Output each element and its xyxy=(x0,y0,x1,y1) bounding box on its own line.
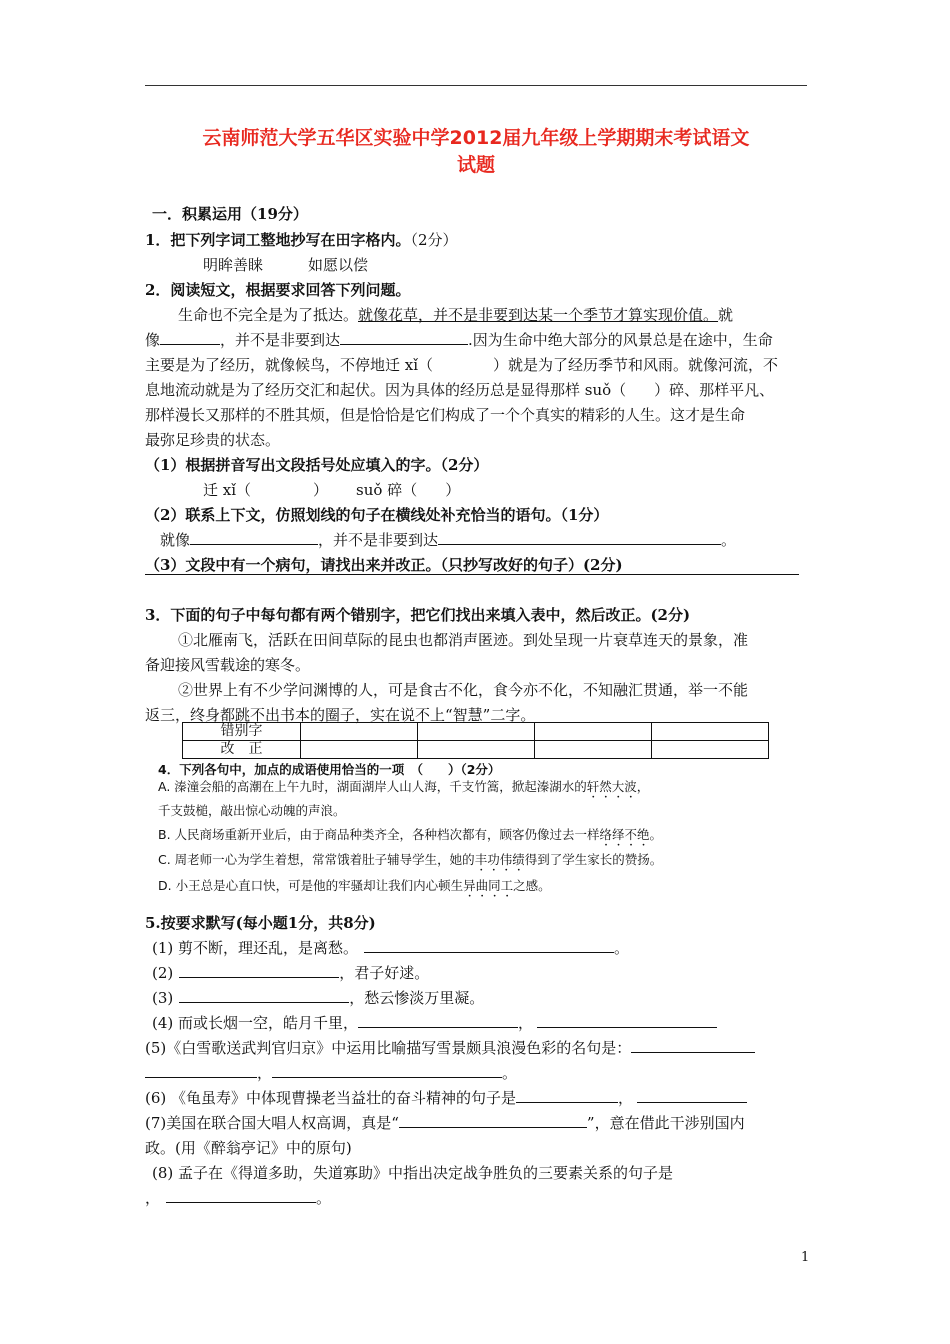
item-text: ，愁云惨淡万里凝。 xyxy=(349,989,485,1007)
question-3-sentence-2b: 返三，终身都跳不出书本的圈子，实在说不上“智慧”二字。 xyxy=(145,706,536,724)
option-text: B. 人民商场重新开业后，由于商品种类齐全，各种档次都有，顾客仍像过去一样 xyxy=(158,827,600,842)
dotted-idiom: 异曲同工 xyxy=(463,878,514,893)
question-1-text: 1．把下列字词工整地抄写在田字格内。 xyxy=(145,231,411,249)
question-5-heading: 5.按要求默写(每小题1分，共8分) xyxy=(145,914,376,932)
dictation-item-8: (8) 孟子在《得道多助，失道寡助》中指出决定战争胜负的三要素关系的句子是 xyxy=(152,1164,674,1182)
dotted-idiom: 络绎不绝 xyxy=(599,827,650,842)
question-2-heading: 2．阅读短文，根据要求回答下列问题。 xyxy=(145,281,411,299)
answer-blank[interactable] xyxy=(631,1037,755,1053)
option-a-line-2: 千支鼓槌，敲出惊心动魄的声浪。 xyxy=(158,803,346,818)
dictation-item-5 xyxy=(145,1037,755,1058)
dotted-idiom: 轩然大波 xyxy=(586,779,637,794)
item-text: (7)美国在联合国大唱人权高调，真是“ xyxy=(145,1114,399,1132)
answer-blank[interactable] xyxy=(537,1012,717,1028)
option-text: A. 溱潼会船的高潮在上午九时，湖面湖岸人山人海，千支竹篙，掀起溱湖水的 xyxy=(158,779,587,794)
fill-label: ） xyxy=(313,481,329,499)
table-header-cell: 改 正 xyxy=(183,741,301,759)
passage-line-2 xyxy=(145,329,773,350)
table-cell[interactable] xyxy=(652,723,769,741)
option-text: C. 周老师一心为学生着想，常常饿着肚子辅导学生，她的 xyxy=(158,852,475,867)
item-text: (1) 剪不断，理还乱，是离愁。 xyxy=(152,939,359,957)
dictation-item-4 xyxy=(152,1012,717,1033)
item-text: (5)《白雪歌送武判官归京》中运用比喻描写雪景颇具浪漫色彩的名句是： xyxy=(145,1039,632,1057)
dictation-item-5-cont xyxy=(145,1062,517,1083)
sub-question-1: （1）根据拼音写出文段括号处应填入的字。（2分） xyxy=(145,456,489,474)
answer-line[interactable] xyxy=(145,574,799,575)
table-header-cell: 错别字 xyxy=(183,723,301,741)
option-text: 得到了学生家长的赞扬。 xyxy=(524,852,663,867)
error-correction-table xyxy=(182,722,769,759)
table-cell[interactable] xyxy=(652,741,769,759)
option-text: 。 xyxy=(649,827,663,842)
fill-label: ） xyxy=(445,481,461,499)
item-text: ， xyxy=(518,1014,534,1032)
passage-line-1 xyxy=(178,304,733,325)
question-3-sentence-2a: ②世界上有不少学问渊博的人，可是食古不化，食今亦不化，不知融汇贯通，举一不能 xyxy=(178,681,749,699)
option-c xyxy=(158,850,662,874)
question-4-heading: 4．下列各句中，加点的成语使用恰当的一项 （ ）（2分） xyxy=(158,762,501,777)
sub-question-3: （3）文段中有一个病句，请找出来并改正。（只抄写改好的句子）(2分) xyxy=(145,556,623,574)
passage-text: 主要是为了经历，就像候鸟，不停地迁 xǐ（ xyxy=(145,356,434,374)
passage-line-3 xyxy=(145,354,778,375)
option-a-line-1 xyxy=(158,777,649,801)
option-text: 之感。 xyxy=(513,878,551,893)
question-3-heading: 3．下面的句子中每句都有两个错别字，把它们找出来填入表中，然后改正。(2分) xyxy=(145,606,691,624)
sub-question-1-fill xyxy=(203,479,460,500)
question-1 xyxy=(145,229,458,250)
passage-text: 像 xyxy=(145,331,161,349)
page-number: 1 xyxy=(801,1250,810,1265)
fill-label: 就像 xyxy=(160,531,191,549)
passage-line-5: 那样漫长又那样的不胜其烦，但是恰恰是它们构成了一个个真实的精彩的人生。这才是生命 xyxy=(145,406,746,424)
fill-label: ，并不是非要到达 xyxy=(318,531,439,549)
answer-blank[interactable] xyxy=(358,1012,518,1028)
answer-blank[interactable] xyxy=(438,529,721,545)
sub-question-2-fill xyxy=(160,529,736,550)
answer-blank[interactable] xyxy=(190,529,318,545)
table-cell[interactable] xyxy=(535,723,652,741)
dotted-idiom: 丰功伟绩 xyxy=(474,852,525,867)
header-rule xyxy=(145,85,807,86)
table-cell[interactable] xyxy=(418,723,535,741)
question-3-sentence-1b: 备迎接风雪载途的寒冬。 xyxy=(145,656,311,674)
passage-line-6: 最弥足珍贵的状态。 xyxy=(145,431,281,449)
table-cell[interactable] xyxy=(535,741,652,759)
document-title-line1: 云南师范大学五华区实验中学2012届九年级上学期期末考试语文 xyxy=(202,127,750,149)
sub-question-2: （2）联系上下文，仿照划线的句子在横线处补充恰当的语句。（1分） xyxy=(145,506,609,524)
item-text: ， xyxy=(145,1189,161,1207)
dictation-item-7-cont: 政。(用《醉翁亭记》中的原句) xyxy=(145,1139,352,1157)
table-cell[interactable] xyxy=(301,741,418,759)
answer-blank[interactable] xyxy=(399,1112,587,1128)
answer-blank[interactable] xyxy=(516,1087,618,1103)
item-text: 。 xyxy=(614,939,630,957)
answer-blank[interactable] xyxy=(340,329,468,345)
item-text: ，君子好逑。 xyxy=(339,964,430,982)
option-b xyxy=(158,825,662,849)
passage-text: 就 xyxy=(718,306,734,324)
passage-text: ）碎、那样平凡、 xyxy=(654,381,775,399)
item-text: 。 xyxy=(316,1189,332,1207)
fill-label: suǒ 碎（ xyxy=(356,481,418,499)
passage-text: .因为生命中绝大部分的风景总是在途中，生命 xyxy=(468,331,773,349)
fill-label: 。 xyxy=(721,531,737,549)
section-heading: 一．积累运用（19分） xyxy=(152,205,308,223)
table-row xyxy=(183,723,769,741)
dictation-item-8-cont xyxy=(145,1187,331,1208)
dictation-item-6 xyxy=(145,1087,747,1108)
answer-blank[interactable] xyxy=(160,329,220,345)
dictation-item-2 xyxy=(152,962,429,983)
item-text: ， xyxy=(257,1064,273,1082)
answer-blank[interactable] xyxy=(166,1187,316,1203)
table-row xyxy=(183,741,769,759)
answer-blank[interactable] xyxy=(637,1087,747,1103)
answer-blank[interactable] xyxy=(272,1062,502,1078)
passage-line-4 xyxy=(145,379,774,400)
dictation-item-7 xyxy=(145,1112,745,1133)
item-text: ， xyxy=(618,1089,634,1107)
question-3-sentence-1a: ①北雁南飞，活跃在田间草际的昆虫也都消声匿迹。到处呈现一片衰草连天的景象，准 xyxy=(178,631,749,649)
underlined-sentence: 就像花草，并不是非要到达某一个季节才算实现价值。 xyxy=(358,306,719,324)
question-1-words: 明眸善睐 如愿以偿 xyxy=(203,256,369,274)
dictation-item-1 xyxy=(152,937,629,958)
item-text: (2) xyxy=(152,964,174,982)
answer-blank[interactable] xyxy=(179,987,349,1003)
item-text: 。 xyxy=(502,1064,518,1082)
passage-text: 息地流动就是为了经历交汇和起伏。因为具体的经历总是显得那样 suǒ（ xyxy=(145,381,627,399)
answer-blank[interactable] xyxy=(145,1062,257,1078)
option-text: ， xyxy=(636,779,650,794)
option-d xyxy=(158,876,551,900)
document-title-line2: 试题 xyxy=(456,154,495,176)
answer-blank[interactable] xyxy=(179,962,339,978)
answer-blank[interactable] xyxy=(364,937,614,953)
passage-text: ，并不是非要到达 xyxy=(220,331,341,349)
option-text: D. 小王总是心直口快，可是他的牢骚却让我们内心顿生 xyxy=(158,878,464,893)
passage-text: ）就是为了经历季节和风雨。就像河流，不 xyxy=(493,356,779,374)
dictation-item-3 xyxy=(152,987,484,1008)
fill-label: 迁 xǐ（ xyxy=(203,481,252,499)
item-text: (3) xyxy=(152,989,174,1007)
passage-text: 生命也不完全是为了抵达。 xyxy=(178,306,359,324)
table-cell[interactable] xyxy=(418,741,535,759)
item-text: ”，意在借此干涉别国内 xyxy=(586,1114,745,1132)
item-text: (6) 《龟虽寿》中体现曹操老当益壮的奋斗精神的句子是 xyxy=(145,1089,517,1107)
item-text: (4) 而或长烟一空，皓月千里， xyxy=(152,1014,359,1032)
question-1-score: （2分） xyxy=(410,231,458,249)
table-cell[interactable] xyxy=(301,723,418,741)
